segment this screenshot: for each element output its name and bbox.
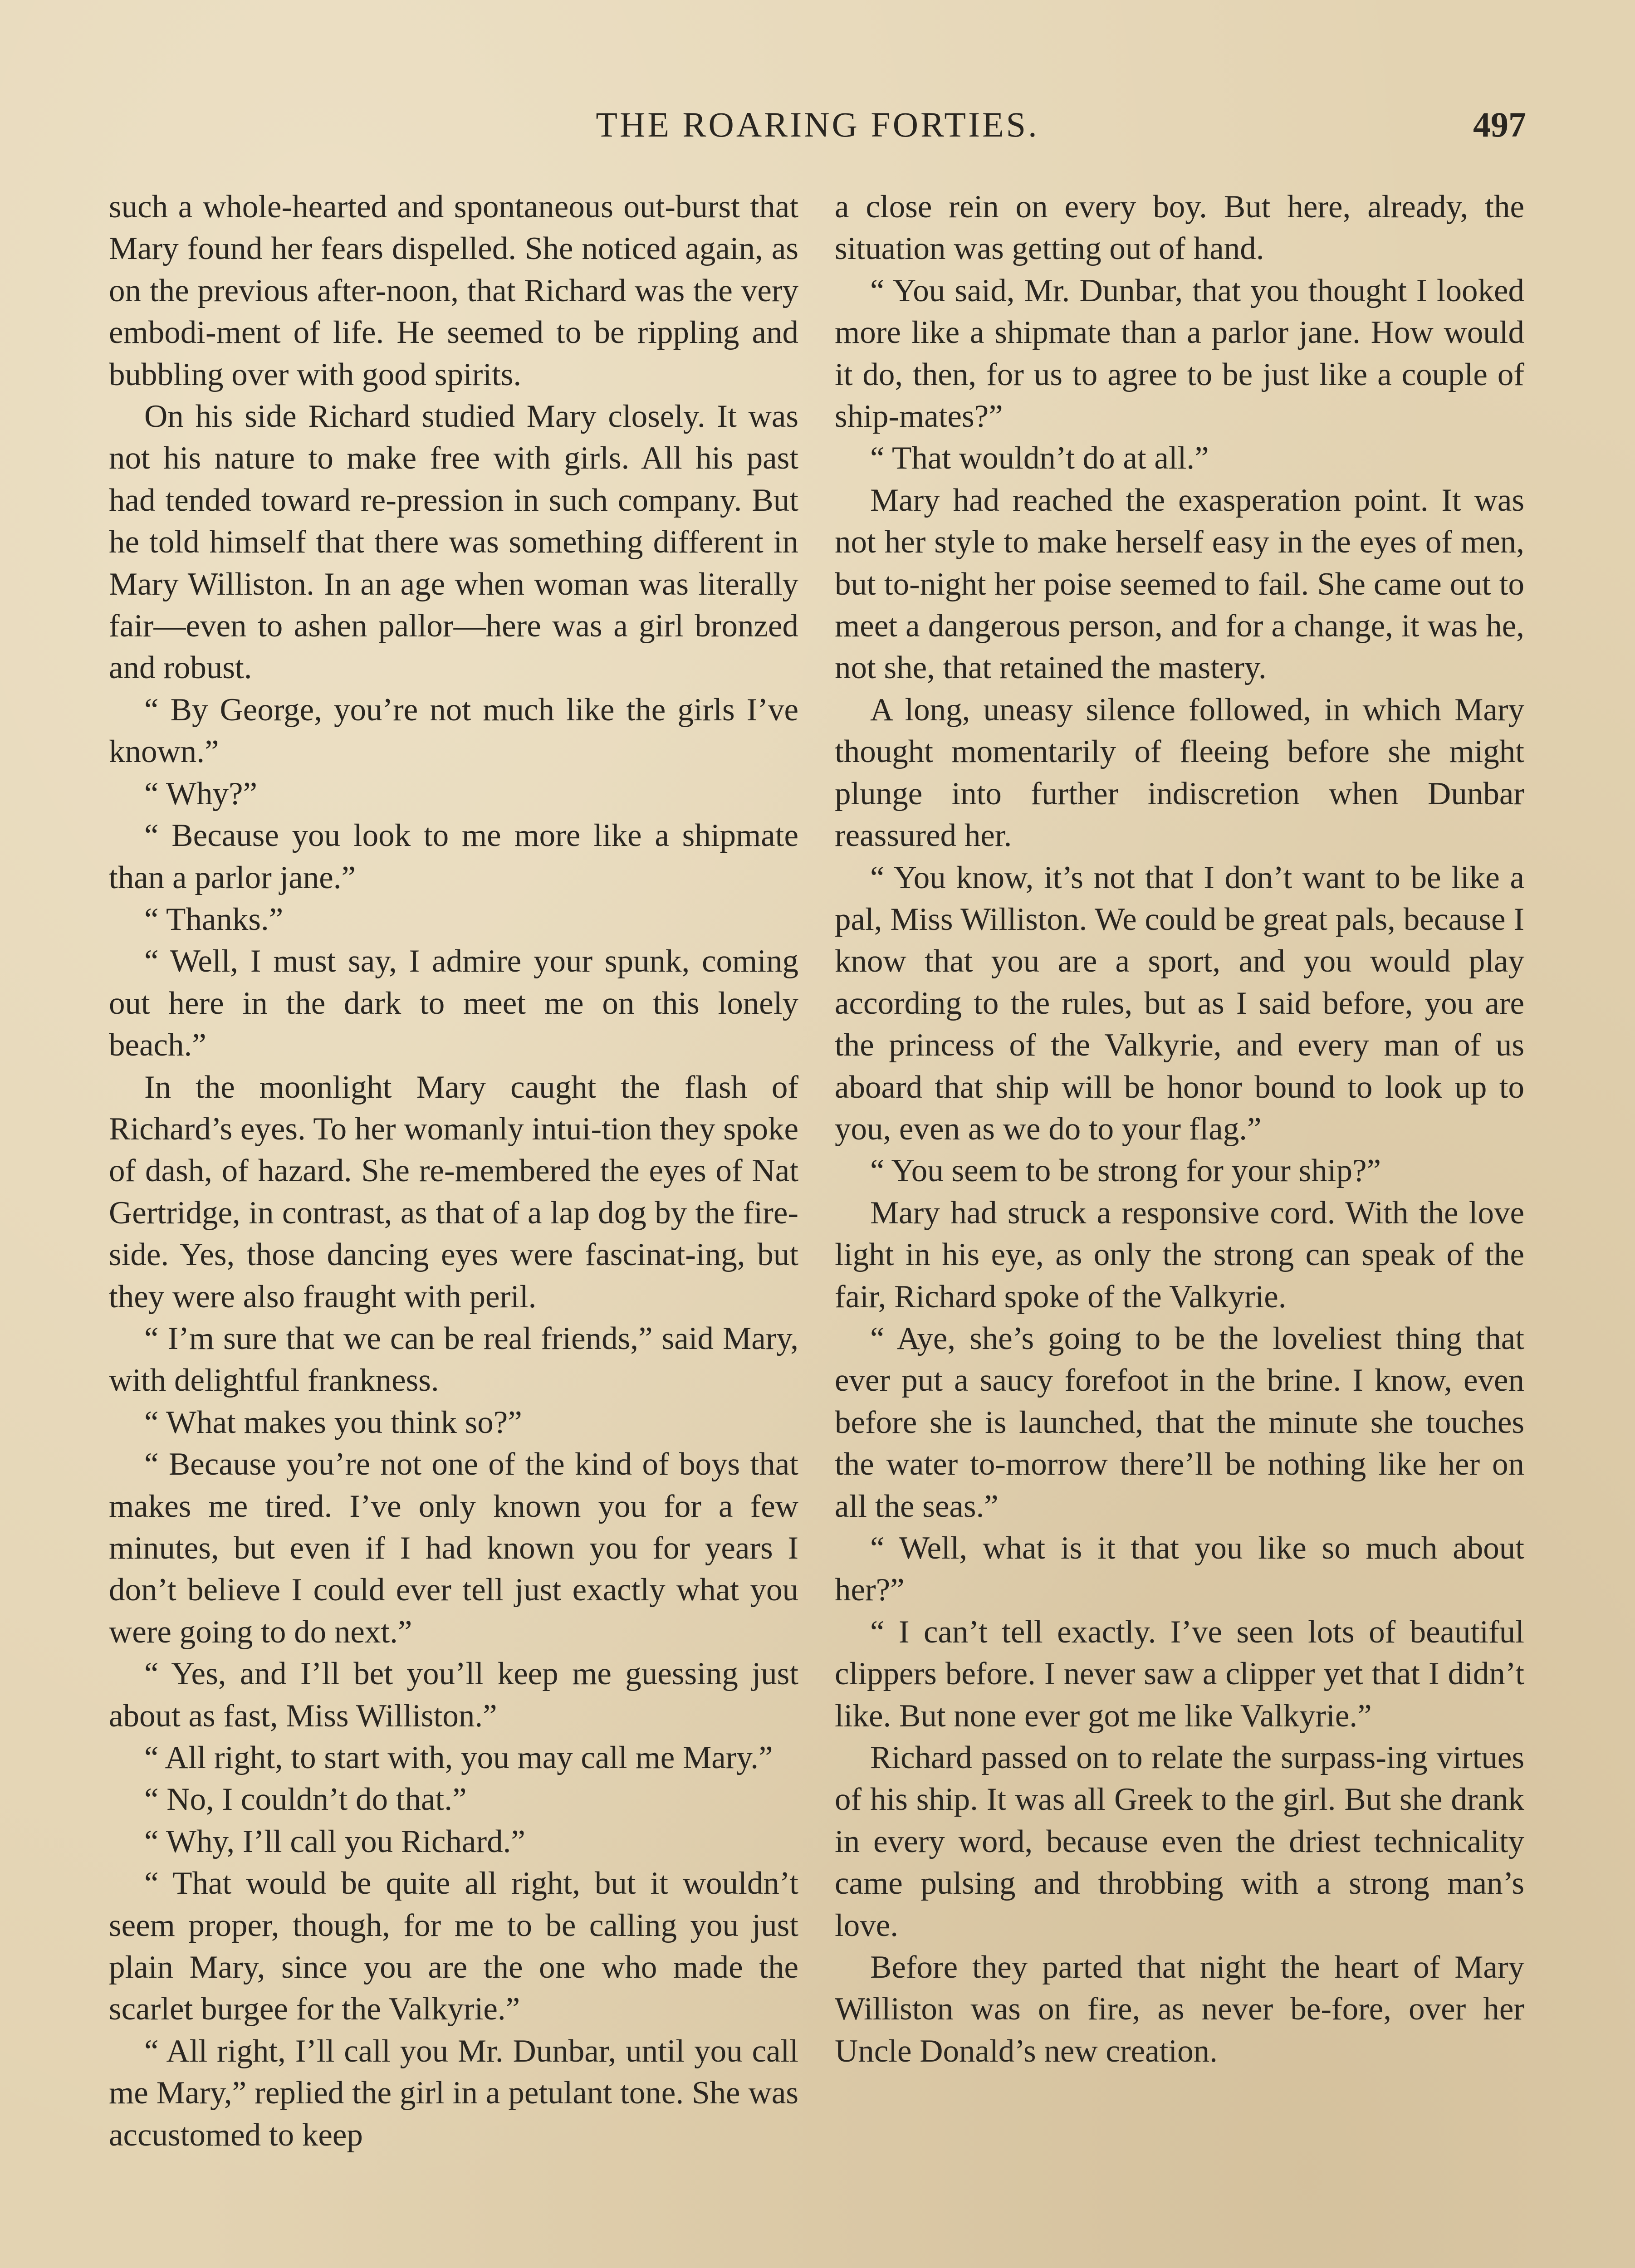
paragraph: In the moonlight Mary caught the flash of Richard’s eyes. To her womanly intui-tion they spoke of dash, of hazard. She re-membered the eyes of Nat Gertridge, in contrast, as that of a lap dog by the fire-side. Yes, those dancing eyes were fascinat-ing, but they were also fraught with peril.: [109, 1069, 798, 1315]
paragraph: Mary had reached the exasperation point. It was not her style to make herself easy in the eyes of men, but to-night her poise seemed to fail. She came out to meet a dangerous person, and for a change, it was he, not she, that retained the mastery.: [835, 482, 1524, 686]
page-number: 497: [1473, 105, 1526, 144]
paragraph: “ All right, to start with, you may call me Mary.”: [144, 1740, 773, 1776]
paragraph: “ That wouldn’t do at all.”: [870, 440, 1209, 476]
paragraph: “ Because you look to me more like a shipmate than a parlor jane.”: [109, 818, 798, 895]
paragraph: A long, uneasy silence followed, in which Mary thought momentarily of fleeing before she might plunge into further indiscretion when Dunbar reassured her.: [835, 692, 1524, 854]
paragraph: “ I can’t tell exactly. I’ve seen lots of beautiful clippers before. I never saw a clipper yet that I didn’t like. But none ever got me like Valkyrie.”: [835, 1614, 1524, 1734]
paragraph: Before they parted that night the heart of Mary Williston was on fire, as never be-fore, over her Uncle Donald’s new creation.: [835, 1950, 1524, 2069]
paragraph: “ Well, what is it that you like so much about her?”: [835, 1530, 1524, 1608]
running-header: [0, 104, 1635, 159]
paragraph: “ No, I couldn’t do that.”: [144, 1782, 467, 1818]
paragraph: such a whole-hearted and spontaneous out-burst that Mary found her fears dispelled. She noticed again, as on the previous after-noon, that Richard was the very embodi-ment of life. He seemed to be rippling and bubbling over with good spirits.: [109, 189, 798, 392]
paragraph: “ I’m sure that we can be real friends,” said Mary, with delightful frankness.: [109, 1320, 798, 1398]
paragraph: “ Why, I’ll call you Richard.”: [144, 1823, 525, 1859]
left-text-column: [109, 186, 798, 2156]
paragraph: “ All right, I’ll call you Mr. Dunbar, until you call me Mary,” replied the girl in a petulant tone. She was accustomed to keep: [109, 2033, 798, 2153]
paragraph: “ That would be quite all right, but it wouldn’t seem proper, though, for me to be calling you just plain Mary, since you are the one who made the scarlet burgee for the Valkyrie.”: [109, 1866, 798, 2027]
paragraph: Richard passed on to relate the surpass-ing virtues of his ship. It was all Greek to the girl. But she drank in every word, because even the driest technicality came pulsing and throbbing with a strong man’s love.: [835, 1740, 1524, 1943]
paragraph: On his side Richard studied Mary closely. It was not his nature to make free with girls. All his past had tended toward re-pression in such company. But he told himself that there was something different in Mary Williston. In an age when woman was literally fair—even to ashen pallor—here was a girl bronzed and robust.: [109, 399, 798, 686]
running-title: THE ROARING FORTIES.: [596, 105, 1039, 144]
paragraph: Mary had struck a responsive cord. With the love light in his eye, as only the strong can speak of the fair, Richard spoke of the Valkyrie.: [835, 1195, 1524, 1315]
paragraph: “ Aye, she’s going to be the loveliest thing that ever put a saucy forefoot in the brine. I know, even before she is launched, that the minute she touches the water to-morrow there’ll be nothing like her on all the seas.”: [835, 1320, 1524, 1524]
paragraph: “ Yes, and I’ll bet you’ll keep me guessing just about as fast, Miss Williston.”: [109, 1656, 798, 1734]
paragraph: “ By George, you’re not much like the girls I’ve known.”: [109, 692, 798, 770]
paragraph: “ Thanks.”: [144, 901, 284, 937]
paragraph: “ You seem to be strong for your ship?”: [870, 1153, 1381, 1189]
paragraph: “ You know, it’s not that I don’t want to be like a pal, Miss Williston. We could be great pals, because I know that you are a sport, and you would play according to the rules, but as I said before, you are the princess of the Valkyrie, and every man of us aboard that ship will be honor bound to look up to you, even as we do to your flag.”: [835, 860, 1524, 1147]
paragraph: “ Because you’re not one of the kind of boys that makes me tired. I’ve only known you for a few minutes, but even if I had known you for years I don’t believe I could ever tell just exactly what you were going to do next.”: [109, 1447, 798, 1650]
paragraph: “ Well, I must say, I admire your spunk, coming out here in the dark to meet me on this lonely beach.”: [109, 943, 798, 1063]
paragraph: a close rein on every boy. But here, already, the situation was getting out of hand.: [835, 189, 1524, 267]
paragraph: “ You said, Mr. Dunbar, that you thought I looked more like a shipmate than a parlor jane. How would it do, then, for us to agree to be just like a couple of ship-mates?”: [835, 273, 1524, 435]
right-text-column: [835, 186, 1524, 2072]
paragraph: “ Why?”: [144, 776, 258, 811]
paragraph: “ What makes you think so?”: [144, 1404, 522, 1440]
